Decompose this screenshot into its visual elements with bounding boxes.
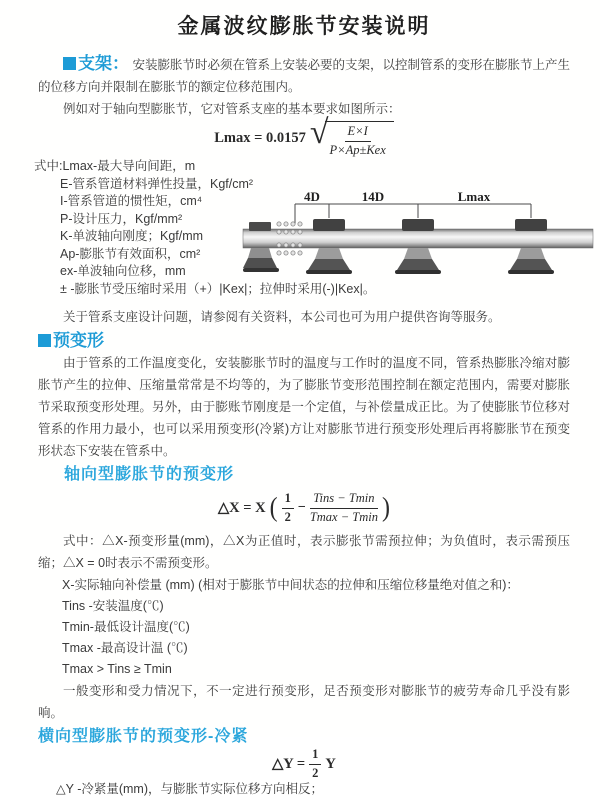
support-section-heading [63,54,129,73]
lmax-formula-lhs: Lmax = 0.0157 [214,129,306,146]
page-title: 金属波纹膨胀节安装说明 [177,15,431,38]
lmax-fraction [330,124,386,158]
definition-line: 式中:Lmax-最大导向间距，m [34,159,196,173]
axial-note: 一般变形和受力情况下，不一定进行预变形，足否预变形对膨胀节的疲劳寿命几乎没有影响。 [38,684,570,720]
definition-line: ± -膨胀节受压缩时采用（+）|Kex|；拉伸时采用(-)|Kex|。 [60,281,376,296]
half-denominator: 2 [312,765,319,780]
support-intro-text: 安装膨胀节时必须在管系上安装必要的支架，以控制管系的变形在膨胀节上产生的位移方向并限制在膨胀节的额定位移范围内。 [38,58,570,94]
temp-line: Tmax > Tins ≥ Tmin [62,662,172,676]
lateral-formula-rhs: Y [325,755,336,772]
lmax-fraction-numerator: E×I [345,124,371,142]
lateral-formula [38,746,570,780]
temp-line: Tmax -最高设计温 (℃) [62,641,188,655]
axial-predeform-formula [38,488,570,528]
support-note: 关于管系支座设计问题，请参阅有关资料，本公司也可为用户提供咨询等服务。 [63,310,501,324]
temp-line: Tins -安装温度(℃) [62,599,164,613]
radicand [325,121,394,158]
support-intro-paragraph [38,54,570,98]
half-denominator: 2 [284,509,291,524]
radical-sign: √ [309,113,329,151]
temperature-fraction [310,491,378,525]
lateral-subheading: 横向型膨胀节的预变形-冷紧 [38,728,249,745]
section-bullet-icon [38,334,51,347]
axial-formula-lhs: △X = X [217,499,266,516]
predeform-paragraph: 由于管系的工作温度变化，安装膨胀节时的温度与工作时的温度不同，管系热膨胀冷缩对膨胀节产生的拉伸、压缩量常常是不均等的，为了膨胀节变形范围控制在额定范围内，需要对膨胀节采取预变形处理。另外，由于膨账节刚度是一个定值，与补偿量成正比。为了使膨胀节位移对管系的作用力最小，也可以采用预变形(冷紧)方让对膨胀节进行预变形处理后再将膨胀节在预变形状态下安装在管系中。 [38,356,570,458]
definition-line: Ap-膨胀节有效面积，cm² [60,246,201,261]
section-bullet-icon [63,57,76,70]
definitions-and-diagram [34,158,570,306]
one-half-fraction [282,491,294,525]
temperature-numerator: Tins − Tmin [310,491,377,509]
dimension-label-4d: 4D [304,189,320,204]
support-heading-label: 支架： [78,54,129,73]
open-paren: ( [269,493,278,523]
definition-line: ex-单波轴向位移，mm [60,264,186,278]
definition-line: K-单波轴向刚度；Kgf/mm [60,229,204,243]
temperature-denominator: Tmax − Tmin [309,509,378,524]
square-root [309,113,394,158]
dimension-label-lmax: Lmax [457,189,491,204]
half-numerator: 1 [309,747,321,765]
axial-subheading: 轴向型膨胀节的预变形 [64,466,235,483]
temp-line: Tmin-最低设计温度(℃) [62,620,190,634]
definition-line: E-管系管道材料弹性投量，Kgf/cm² [60,176,254,191]
lmax-fraction-denominator: P×Ap±Kex [329,142,386,157]
temperature-definitions [62,596,570,680]
predeform-heading-label: 预变形 [53,331,104,350]
dimension-label-14d: 14D [361,189,385,204]
axial-x-definition: X-实际轴向补偿量 (mm) (相对于膨胀节中间状态的拉伸和压缩位移量绝对值之和)： [62,578,519,592]
half-numerator: 1 [282,491,294,509]
pipe-support-diagram [243,189,598,284]
support-example-line: 例如对于轴向型膨胀节，它对管系支座的基本要求如图所示： [63,102,401,116]
close-paren: ) [382,493,390,523]
axial-explain: 式中：△X-预变形量(mm)，△X为正值时，表示膨张节需预拉伸；为负值时，表示需预压缩；△X = 0时表示不需预变形。 [38,534,570,570]
lateral-formula-lhs: △Y = [272,755,306,772]
definition-line: I-管系管道的惯性矩，cm⁴ [60,194,203,208]
definition-line: P-设计压力，Kgf/mm² [60,211,183,226]
lateral-y-definition: △Y -冷紧量(mm)，与膨胀节实际位移方向相反； [56,782,324,796]
predeform-section-heading [38,330,570,352]
lmax-formula [38,113,570,157]
pipe [243,229,593,248]
minus-operator: − [297,500,306,515]
one-half-fraction [309,747,321,781]
